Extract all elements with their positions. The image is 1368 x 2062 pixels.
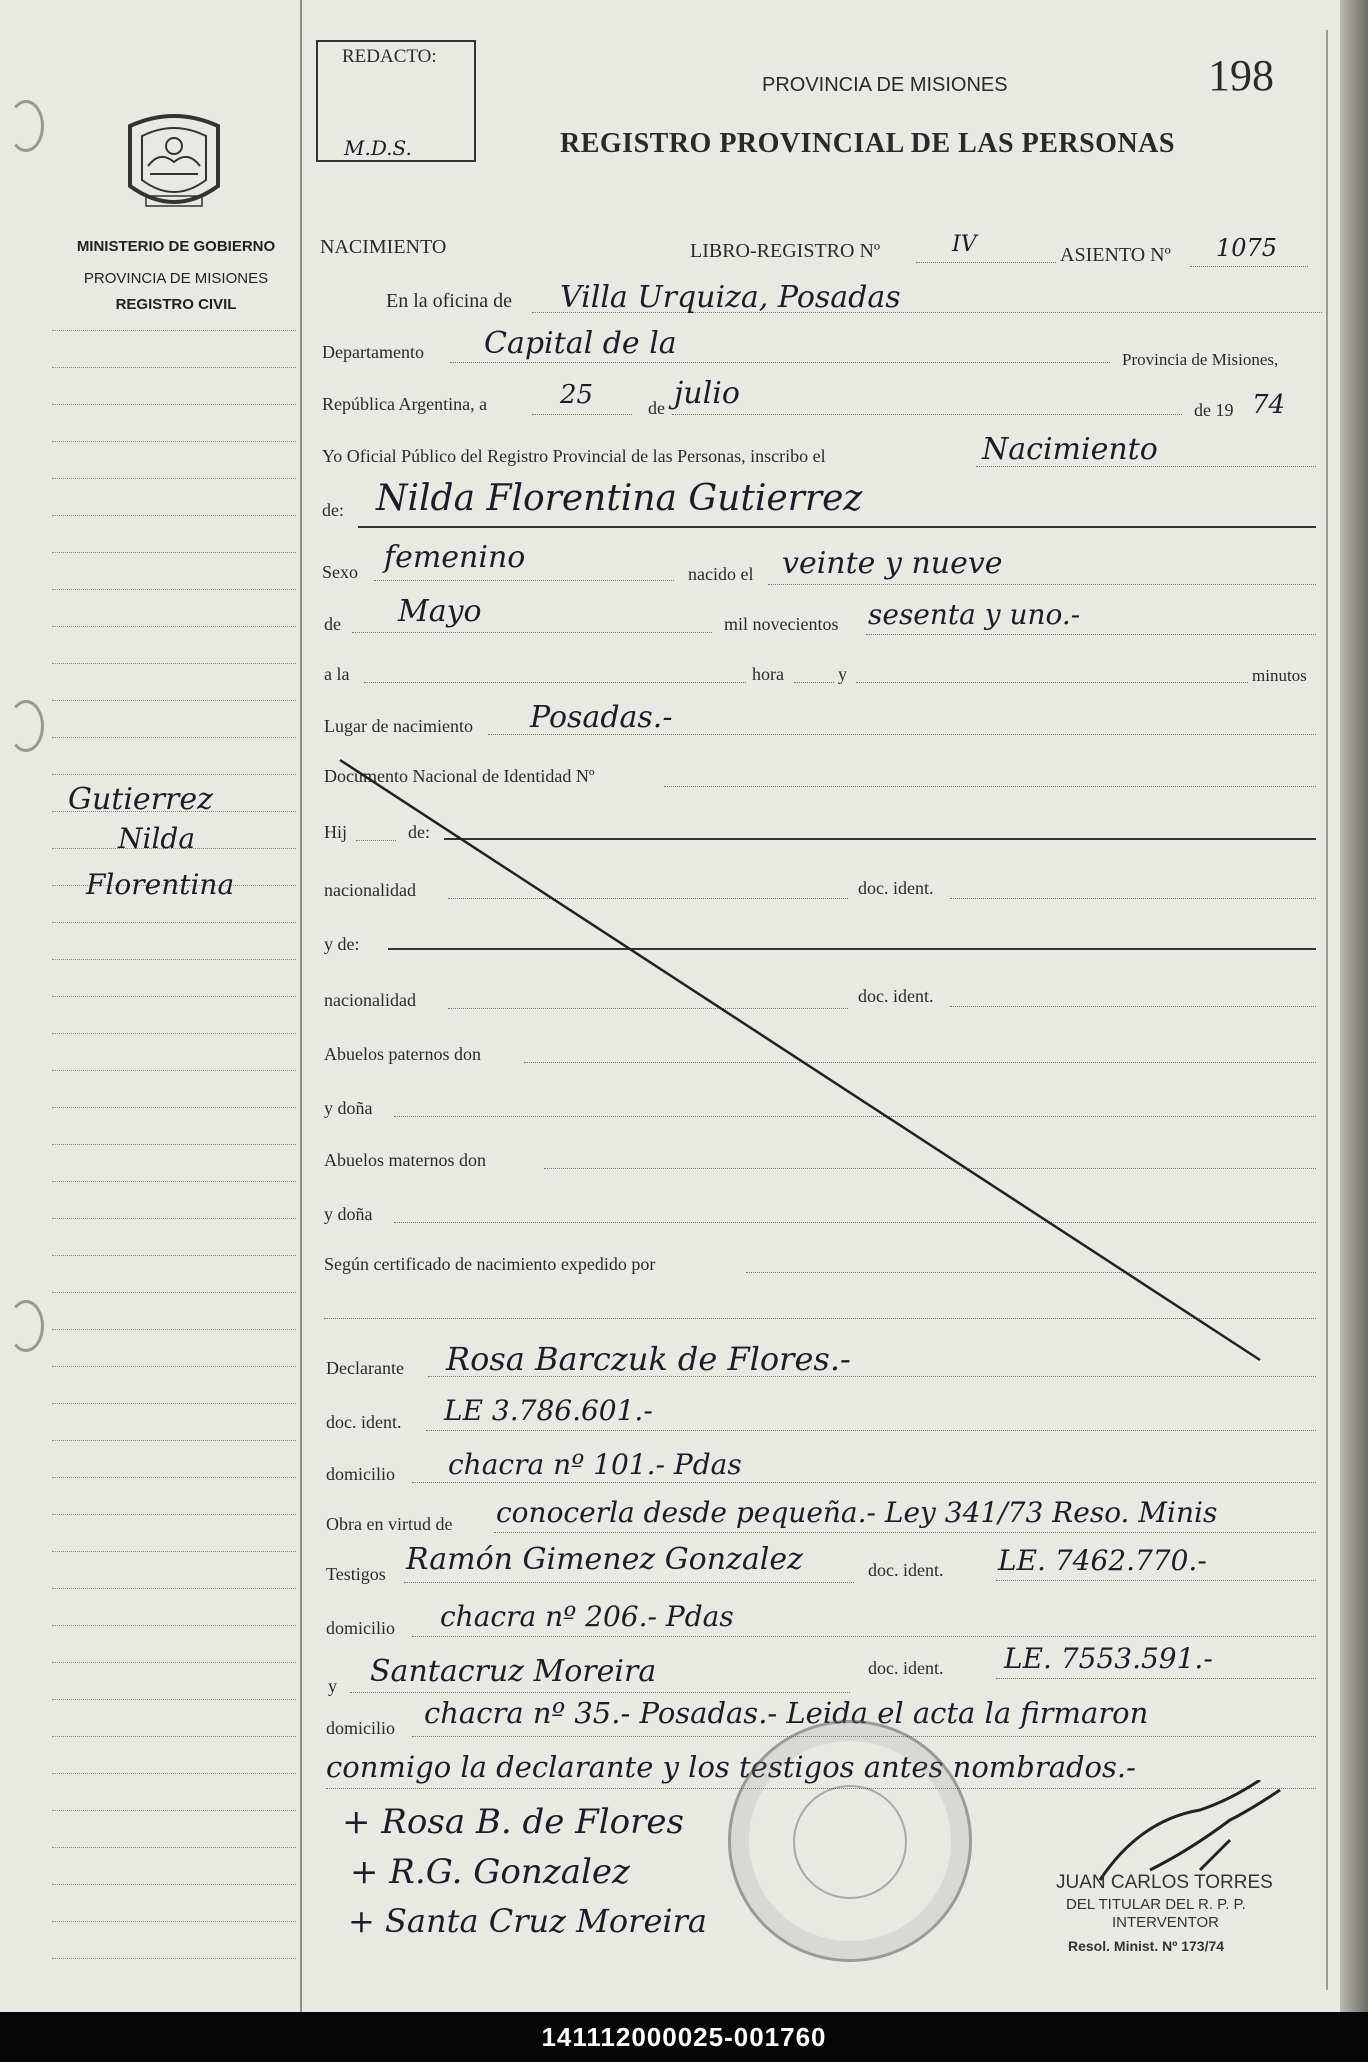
departamento-value: Capital de la <box>484 326 677 361</box>
margin-rule-line <box>52 404 296 405</box>
binding-hole <box>8 700 44 752</box>
ministry-line1: MINISTERIO DE GOBIERNO <box>76 238 276 255</box>
signature-declarante: + Rosa B. de Flores <box>342 1802 684 1842</box>
asiento-value: 1075 <box>1216 234 1278 262</box>
oficina-label: En la oficina de <box>386 290 513 312</box>
binding-hole <box>8 1300 44 1352</box>
ydona-label: y doña <box>324 1098 373 1118</box>
province-seal-icon <box>120 106 228 218</box>
margin-rule-line <box>52 1625 296 1626</box>
de2-label: de <box>324 614 341 634</box>
footer-id: 141112000025-001760 <box>0 2012 1368 2062</box>
nacionalidad2-label: nacionalidad <box>324 990 416 1010</box>
sexo-value: femenino <box>384 540 526 575</box>
docident4-value: LE. 7462.770.- <box>998 1544 1207 1577</box>
testigos-label: Testigos <box>326 1564 386 1584</box>
anio-value: 74 <box>1252 390 1286 420</box>
margin-rule-line <box>52 1070 296 1071</box>
margin-rule-line <box>52 1847 296 1848</box>
docident3-label: doc. ident. <box>326 1412 402 1432</box>
official-line3: INTERVENTOR <box>1112 1914 1219 1931</box>
margin-rule-line <box>52 1329 296 1330</box>
redacto-value: M.D.S. <box>344 136 412 160</box>
domicilio-label: domicilio <box>326 1464 395 1484</box>
page-title: REGISTRO PROVINCIAL DE LAS PERSONAS <box>560 128 1175 159</box>
cancel-diagonal <box>300 740 1280 1380</box>
docident2-label: doc. ident. <box>858 986 934 1006</box>
nacionalidad-label: nacionalidad <box>324 880 416 900</box>
minutos-label: minutos <box>1252 666 1307 685</box>
page-edge <box>1340 0 1368 2012</box>
declarante-value: Rosa Barczuk de Flores.- <box>446 1340 851 1378</box>
margin-note-surname: Gutierrez <box>68 782 213 817</box>
republica-label: República Argentina, a <box>322 394 488 414</box>
mil-value: sesenta y uno.- <box>868 598 1081 631</box>
ministry-line2: PROVINCIA DE MISIONES <box>83 270 269 287</box>
margin-rule-line <box>52 330 296 331</box>
ministry-line3: REGISTRO CIVIL <box>115 296 237 313</box>
margin-rule-line <box>52 367 296 368</box>
departamento-label: Departamento <box>322 342 424 362</box>
margin-rule-line <box>52 515 296 516</box>
margin-rule-line <box>52 1218 296 1219</box>
margin-rule-line <box>52 700 296 701</box>
margin-rule-line <box>52 626 296 627</box>
binding-hole <box>8 100 44 152</box>
mil-label: mil novecientos <box>724 614 839 634</box>
domicilio2-value: chacra nº 206.- Pdas <box>440 1600 734 1633</box>
margin-rule-line <box>52 441 296 442</box>
margin-rule-line <box>52 1033 296 1034</box>
margin-rule-line <box>52 478 296 479</box>
margin-rule-line <box>52 1292 296 1293</box>
page-number: 198 <box>1208 51 1274 100</box>
signature-testigo1: + R.G. Gonzalez <box>350 1852 630 1892</box>
closing-value: conmigo la declarante y los testigos antes nombrados.- <box>326 1750 1136 1784</box>
margin-note-middle: Florentina <box>86 868 235 901</box>
official-stamp-icon <box>728 1720 972 1962</box>
de3-label: de: <box>408 822 430 842</box>
de-label: de <box>648 398 665 418</box>
lugar-label: Lugar de nacimiento <box>324 716 473 736</box>
de-nombre-label: de: <box>322 500 344 520</box>
margin-rule-line <box>52 1588 296 1589</box>
domicilio-value: chacra nº 101.- Pdas <box>448 1448 742 1481</box>
libro-label: LIBRO-REGISTRO Nº <box>690 240 881 262</box>
nacido-value: veinte y nueve <box>782 546 1003 581</box>
margin-rule-line <box>52 1366 296 1367</box>
mes-value: julio <box>674 376 740 411</box>
domicilio3-value: chacra nº 35.- Posadas.- Leida el acta la firmaron <box>424 1696 1149 1730</box>
inscribo-label: Yo Oficial Público del Registro Provincial de las Personas, inscribo el <box>322 446 826 466</box>
provincia-label: Provincia de Misiones, <box>1122 350 1279 369</box>
margin-rule-line <box>52 1255 296 1256</box>
margin-rule-line <box>52 1477 296 1478</box>
margin-rule-line <box>52 1144 296 1145</box>
docident-label: doc. ident. <box>858 878 934 898</box>
yde-label: y de: <box>324 934 360 954</box>
inscribo-value: Nacimiento <box>982 432 1158 467</box>
margin-rule-line <box>52 552 296 553</box>
margin-rule-line <box>52 774 296 775</box>
margin-rule-line <box>52 737 296 738</box>
margin-rule-line <box>52 1107 296 1108</box>
signature-testigo2: + Santa Cruz Moreira <box>348 1902 707 1940</box>
testigo2-value: Santacruz Moreira <box>370 1654 657 1689</box>
official-name: JUAN CARLOS TORRES <box>1056 1872 1273 1893</box>
dia-value: 25 <box>560 380 594 410</box>
margin-rule-line <box>52 1921 296 1922</box>
docident5-label: doc. ident. <box>868 1658 944 1678</box>
abuelos-paternos-label: Abuelos paternos don <box>324 1044 481 1064</box>
docident5-value: LE. 7553.591.- <box>1004 1642 1213 1675</box>
margin-rule-line <box>52 996 296 997</box>
margin-rule-line <box>52 1551 296 1552</box>
anio-label: de 19 <box>1194 400 1234 420</box>
declarante-label: Declarante <box>326 1358 404 1378</box>
docident4-label: doc. ident. <box>868 1560 944 1580</box>
official-line2: DEL TITULAR DEL R. P. P. <box>1066 1896 1246 1913</box>
redacto-box <box>316 40 476 162</box>
margin-rule-line <box>52 1773 296 1774</box>
ala-label: a la <box>324 664 350 684</box>
margin-rule-line <box>52 1958 296 1959</box>
nombre-value: Nilda Florentina Gutierrez <box>376 478 863 519</box>
hora-label: hora <box>752 664 784 684</box>
margin-rule-line <box>52 922 296 923</box>
margin-rule-line <box>52 1699 296 1700</box>
margin-rule-line <box>52 589 296 590</box>
dni-label: Documento Nacional de Identidad Nº <box>324 766 595 786</box>
domicilio3-label: domicilio <box>326 1718 395 1738</box>
margin-rule-line <box>52 1884 296 1885</box>
margin-rule-line <box>52 1662 296 1663</box>
y-label: y <box>838 664 847 684</box>
hij-label: Hij <box>324 822 348 842</box>
right-rule <box>1326 30 1328 1990</box>
nacido-label: nacido el <box>688 564 754 584</box>
docident3-value: LE 3.786.601.- <box>444 1394 653 1427</box>
redacto-label: REDACTO: <box>342 46 437 67</box>
segun-label: Según certificado de nacimiento expedido por <box>324 1254 656 1274</box>
ydona2-label: y doña <box>324 1204 373 1224</box>
libro-value: IV <box>952 232 977 257</box>
margin-rule-line <box>52 1736 296 1737</box>
margin-rule-line <box>52 959 296 960</box>
section-label: NACIMIENTO <box>320 236 447 258</box>
stamp-inner-icon <box>793 1785 907 1899</box>
official-line4: Resol. Minist. Nº 173/74 <box>1068 1938 1225 1954</box>
margin-note-name: Nilda <box>118 822 196 855</box>
domicilio2-label: domicilio <box>326 1618 395 1638</box>
obra-value: conocerla desde pequeña.- Ley 341/73 Reso. Minis <box>496 1496 1218 1529</box>
oficina-value: Villa Urquiza, Posadas <box>560 280 901 315</box>
abuelos-maternos-label: Abuelos maternos don <box>324 1150 486 1170</box>
margin-rule-line <box>52 663 296 664</box>
sexo-label: Sexo <box>322 562 358 582</box>
testigo1-value: Ramón Gimenez Gonzalez <box>406 1542 803 1577</box>
margin-rule-line <box>52 1403 296 1404</box>
obra-label: Obra en virtud de <box>326 1514 453 1534</box>
lugar-value: Posadas.- <box>530 700 673 735</box>
margin-rule-line <box>52 1181 296 1182</box>
y2-label: y <box>328 1676 337 1696</box>
margin-rule-line <box>52 1440 296 1441</box>
province-heading: PROVINCIA DE MISIONES <box>762 74 1008 96</box>
margin-rule-line <box>52 1514 296 1515</box>
margin-rule-line <box>52 1810 296 1811</box>
mes2-value: Mayo <box>398 594 482 629</box>
asiento-label: ASIENTO Nº <box>1060 244 1171 266</box>
